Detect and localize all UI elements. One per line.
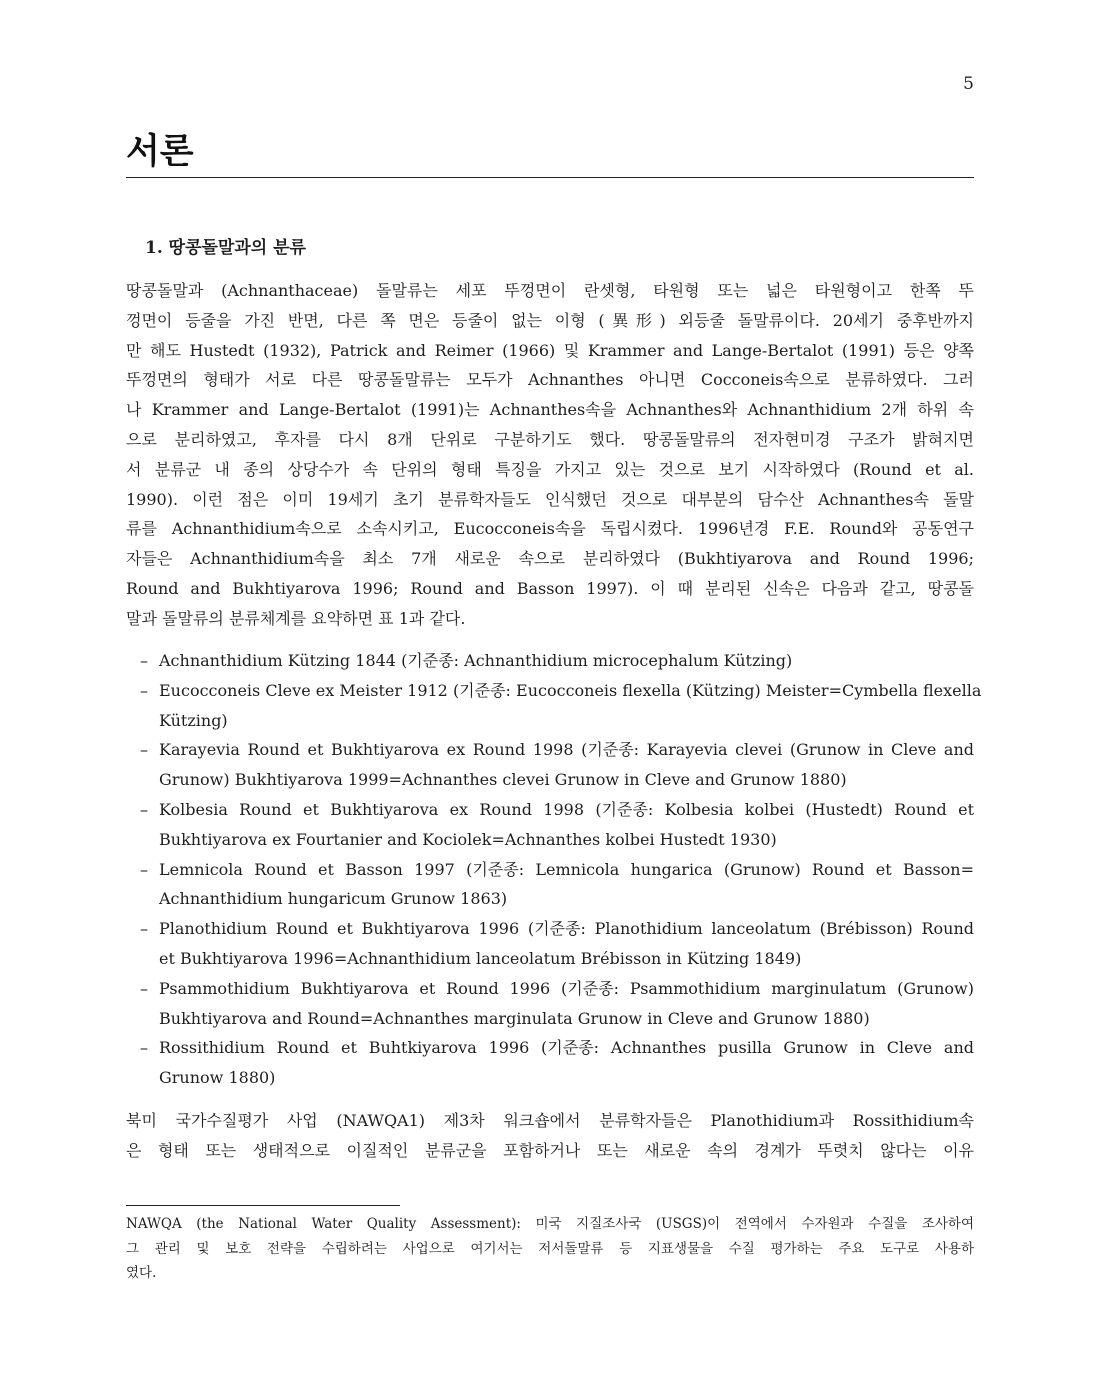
footnote (126, 1212, 974, 1286)
list-item (126, 914, 974, 974)
list-line: Psammothidium Bukhtiyarova et Round 1996 (기준종: Psammothidium marginulatum (Grunow) (159, 978, 974, 998)
paragraph-line: 류를 Achnanthidium속으로 소속시키고, Eucocconeis속을 독립시켰다. 1996년경 F.E. Round와 공동연구 (126, 519, 974, 539)
list-line: Grunow) Bukhtiyarova 1999=Achnanthes clevei Grunow in Cleve and Grunow 1880) (159, 770, 847, 790)
paragraph-line: 서 분류군 내 종의 상당수가 속 단위의 형태 특징을 가지고 있는 것으로 보기 시작하였다 (Round et al. (126, 459, 974, 479)
list-line: Bukhtiyarova and Round=Achnanthes marginulata Grunow in Cleve and Grunow 1880) (159, 1008, 870, 1028)
title-rule (126, 177, 974, 178)
list-line: et Bukhtiyarova 1996=Achnanthidium lanceolatum Brébisson in Kützing 1849) (159, 948, 802, 968)
list-item (126, 795, 974, 855)
list-line: Bukhtiyarova ex Fourtanier and Kociolek=Achnanthes kolbei Hustedt 1930) (159, 829, 777, 849)
paragraph-1 (126, 276, 974, 634)
paragraph-line: 뚜껑면의 형태가 서로 다른 땅콩돌말류는 모두가 Achnanthes 아니면 Cocconeis속으로 분류하였다. 그러 (126, 370, 974, 390)
page-number: 5 (963, 74, 974, 94)
list-item (126, 855, 974, 915)
paragraph-line: 껑면이 등줄을 가진 반면, 다른 쪽 면은 등줄이 없는 이형 (異形) 외등줄 돌말류이다. 20세기 중후반까지 (126, 310, 974, 330)
section-heading: 1. 땅콩돌말과의 분류 (145, 238, 306, 258)
list-item (126, 646, 974, 676)
paragraph-2 (126, 1106, 974, 1166)
list-item (126, 735, 974, 795)
list-item (126, 676, 982, 736)
list-dash: – (140, 919, 148, 939)
footnote-line: 였다. (126, 1265, 157, 1281)
list-line: Achnanthidium Kützing 1844 (기준종: Achnanthidium microcephalum Kützing) (159, 651, 793, 670)
paragraph-line: 북미 국가수질평가 사업 (NAWQA1) 제3차 워크숍에서 분류학자들은 Planothidium과 Rossithidium속 (126, 1111, 974, 1130)
list-dash: – (140, 799, 148, 819)
chapter-title: 서론 (126, 131, 194, 172)
list-line: Karayevia Round et Bukhtiyarova ex Round 1998 (기준종: Karayevia clevei (Grunow in Cleve and (159, 740, 974, 760)
list-line: Rossithidium Round et Buhtkiyarova 1996 (기준종: Achnanthes pusilla Grunow in Cleve and (159, 1038, 974, 1058)
list-dash: – (140, 651, 148, 670)
list-line: Eucocconeis Cleve ex Meister 1912 (기준종: Eucocconeis flexella (Kützing) Meister=Cymbella flexella (159, 680, 982, 700)
list-line: Lemnicola Round et Basson 1997 (기준종: Lemnicola hungarica (Grunow) Round et Basson= (159, 859, 974, 879)
list-dash: – (140, 680, 148, 700)
list-line: Kützing) (159, 710, 228, 730)
list-dash: – (140, 859, 148, 879)
list-dash: – (140, 1038, 148, 1058)
paragraph-line: 은 형태 또는 생태적으로 이질적인 분류군을 포함하거나 또는 새로운 속의 경계가 뚜렷치 않다는 이유 (126, 1140, 974, 1160)
paragraph-line: 만 해도 Hustedt (1932), Patrick and Reimer (1966) 및 Krammer and Lange-Bertalot (1991) 등은 양쪽 (126, 340, 974, 360)
list-line: Kolbesia Round et Bukhtiyarova ex Round 1998 (기준종: Kolbesia kolbei (Hustedt) Round et (159, 799, 974, 819)
footnote-line: NAWQA (the National Water Quality Assessment): 미국 지질조사국 (USGS)이 전역에서 수자원과 수질을 조사하여 (126, 1216, 974, 1232)
list-line: Achnanthidium hungaricum Grunow 1863) (159, 889, 508, 909)
list-item (126, 1033, 974, 1093)
footnote-rule (126, 1205, 400, 1206)
list-dash: – (140, 978, 148, 998)
genus-list (126, 646, 982, 1093)
paragraph-line: 1990). 이런 점은 이미 19세기 초기 분류학자들도 인식했던 것으로 대부분의 담수산 Achnanthes속 돌말 (126, 489, 974, 509)
list-line: Planothidium Round et Bukhtiyarova 1996 (기준종: Planothidium lanceolatum (Brébisson) Round (159, 919, 974, 939)
paragraph-line: Round and Bukhtiyarova 1996; Round and Basson 1997). 이 때 분리된 신속은 다음과 같고, 땅콩돌 (126, 578, 974, 598)
footnote-line: 그 관리 및 보호 전략을 수립하려는 사업으로 여기서는 저서돌말류 등 지표생물을 수질 평가하는 주요 도구로 사용하 (126, 1240, 974, 1257)
list-line: Grunow 1880) (159, 1068, 276, 1088)
paragraph-line: 자들은 Achnanthidium속을 최소 7개 새로운 속으로 분리하였다 (Bukhtiyarova and Round 1996; (126, 549, 974, 569)
paragraph-line: 말과 돌말류의 분류체계를 요약하면 표 1과 같다. (126, 608, 466, 628)
list-item (126, 974, 974, 1034)
paragraph-line: 땅콩돌말과 (Achnanthaceae) 돌말류는 세포 뚜껑면이 란셋형, 타원형 또는 넓은 타원형이고 한쪽 뚜 (126, 281, 974, 300)
paragraph-line: 으로 분리하였고, 후자를 다시 8개 단위로 구분하기도 했다. 땅콩돌말류의 전자현미경 구조가 밝혀지면 (126, 429, 974, 449)
paragraph-line: 나 Krammer and Lange-Bertalot (1991)는 Achnanthes속을 Achnanthes와 Achnanthidium 2개 하위 속 (126, 400, 974, 420)
list-dash: – (140, 740, 148, 760)
